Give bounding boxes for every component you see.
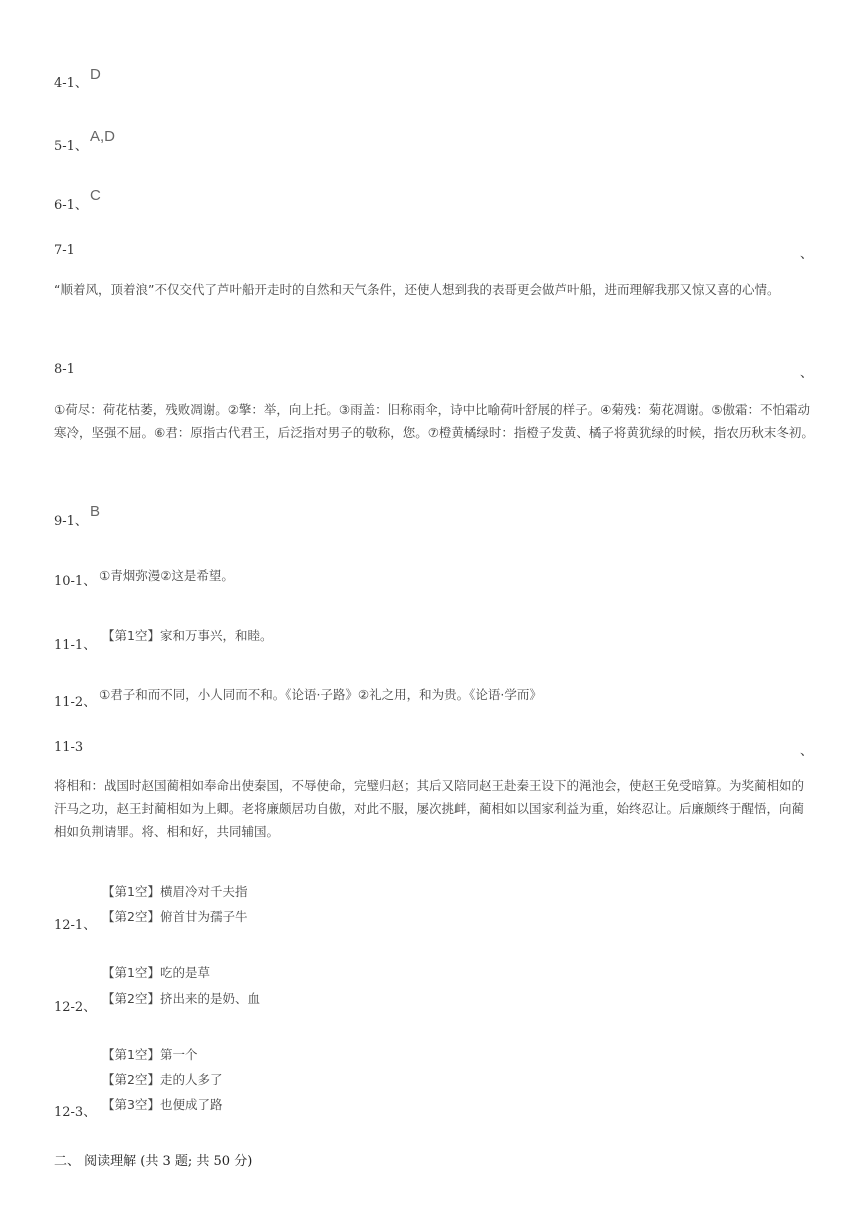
item-label-9-1: 9-1、: [54, 514, 88, 529]
blank-12-2-2: 【第2空】挤出来的是奶、血: [102, 991, 260, 1006]
item-label-12-3: 12-3、: [54, 1105, 97, 1120]
answer-9-1: B: [90, 503, 101, 520]
item-label-6-1: 6-1、: [54, 198, 88, 213]
item-label-11-1: 11-1、: [54, 638, 97, 653]
item-label-11-2: 11-2、: [54, 695, 97, 710]
item-label-12-1: 12-1、: [54, 918, 97, 933]
item-label-11-3: 11-3: [54, 740, 84, 755]
answer-4-1: D: [90, 66, 101, 83]
answer-10-1: ①青烟弥漫②这是希望。: [99, 568, 234, 583]
answer-6-1: C: [90, 187, 101, 204]
section-heading: 二、 阅读理解 (共 3 题; 共 50 分): [54, 1154, 253, 1169]
item-trail-11-3: 、: [800, 744, 814, 759]
answer-8-1: ①荷尽：荷花枯萎，残败凋谢。②擎：举，向上托。③雨盖：旧称雨伞，诗中比喻荷叶舒展的样子。④菊残：菊花凋谢。⑤傲霜：不怕霜动寒冷，坚强不屈。⑥君：原指古代君王，后泛指对男子的敬称，您。⑦橙黄橘绿时：指橙子发黄、橘子将黄犹绿的时候，指农历秋末冬初。: [54, 402, 814, 440]
answer-11-2: ①君子和而不同，小人同而不和。《论语·子路》②礼之用，和为贵。《论语·学而》: [99, 687, 542, 702]
blank-12-3-2: 【第2空】走的人多了: [102, 1072, 223, 1087]
blank-12-2-1: 【第1空】吃的是草: [102, 965, 210, 980]
item-label-8-1: 8-1: [54, 362, 75, 377]
item-trail-7-1: 、: [800, 247, 814, 262]
item-trail-8-1: 、: [800, 366, 814, 381]
answer-7-1: “顺着风，顶着浪”不仅交代了芦叶船开走时的自然和天气条件，还使人想到我的表哥更会做芦叶船，进而理解我那又惊又喜的心情。: [54, 282, 780, 297]
blank-12-3-3: 【第3空】也便成了路: [102, 1097, 223, 1112]
answer-11-3: 将相和：战国时赵国蔺相如奉命出使秦国，不辱使命，完璧归赵；其后又陪同赵王赴秦王设下的渑池会，使赵王免受暗算。为奖蔺相如的汗马之功，赵王封蔺相如为上卿。老将廉颇居功自傲，对此不服，屡次挑衅，蔺相如以国家利益为重，始终忍让。后廉颇终于醒悟，向蔺相如负荆请罪。将、相和好，共同辅国。: [54, 778, 805, 839]
item-label-4-1: 4-1、: [54, 76, 88, 91]
item-label-10-1: 10-1、: [54, 574, 97, 589]
item-label-7-1: 7-1: [54, 243, 75, 258]
item-label-12-2: 12-2、: [54, 1000, 97, 1015]
blank-12-1-2: 【第2空】俯首甘为孺子牛: [102, 909, 248, 924]
answer-11-1: 【第1空】家和万事兴，和睦。: [102, 628, 273, 643]
blank-12-1-1: 【第1空】横眉冷对千夫指: [102, 884, 248, 899]
blank-12-3-1: 【第1空】第一个: [102, 1047, 198, 1062]
answer-5-1: A,D: [90, 128, 116, 145]
item-label-5-1: 5-1、: [54, 139, 88, 154]
